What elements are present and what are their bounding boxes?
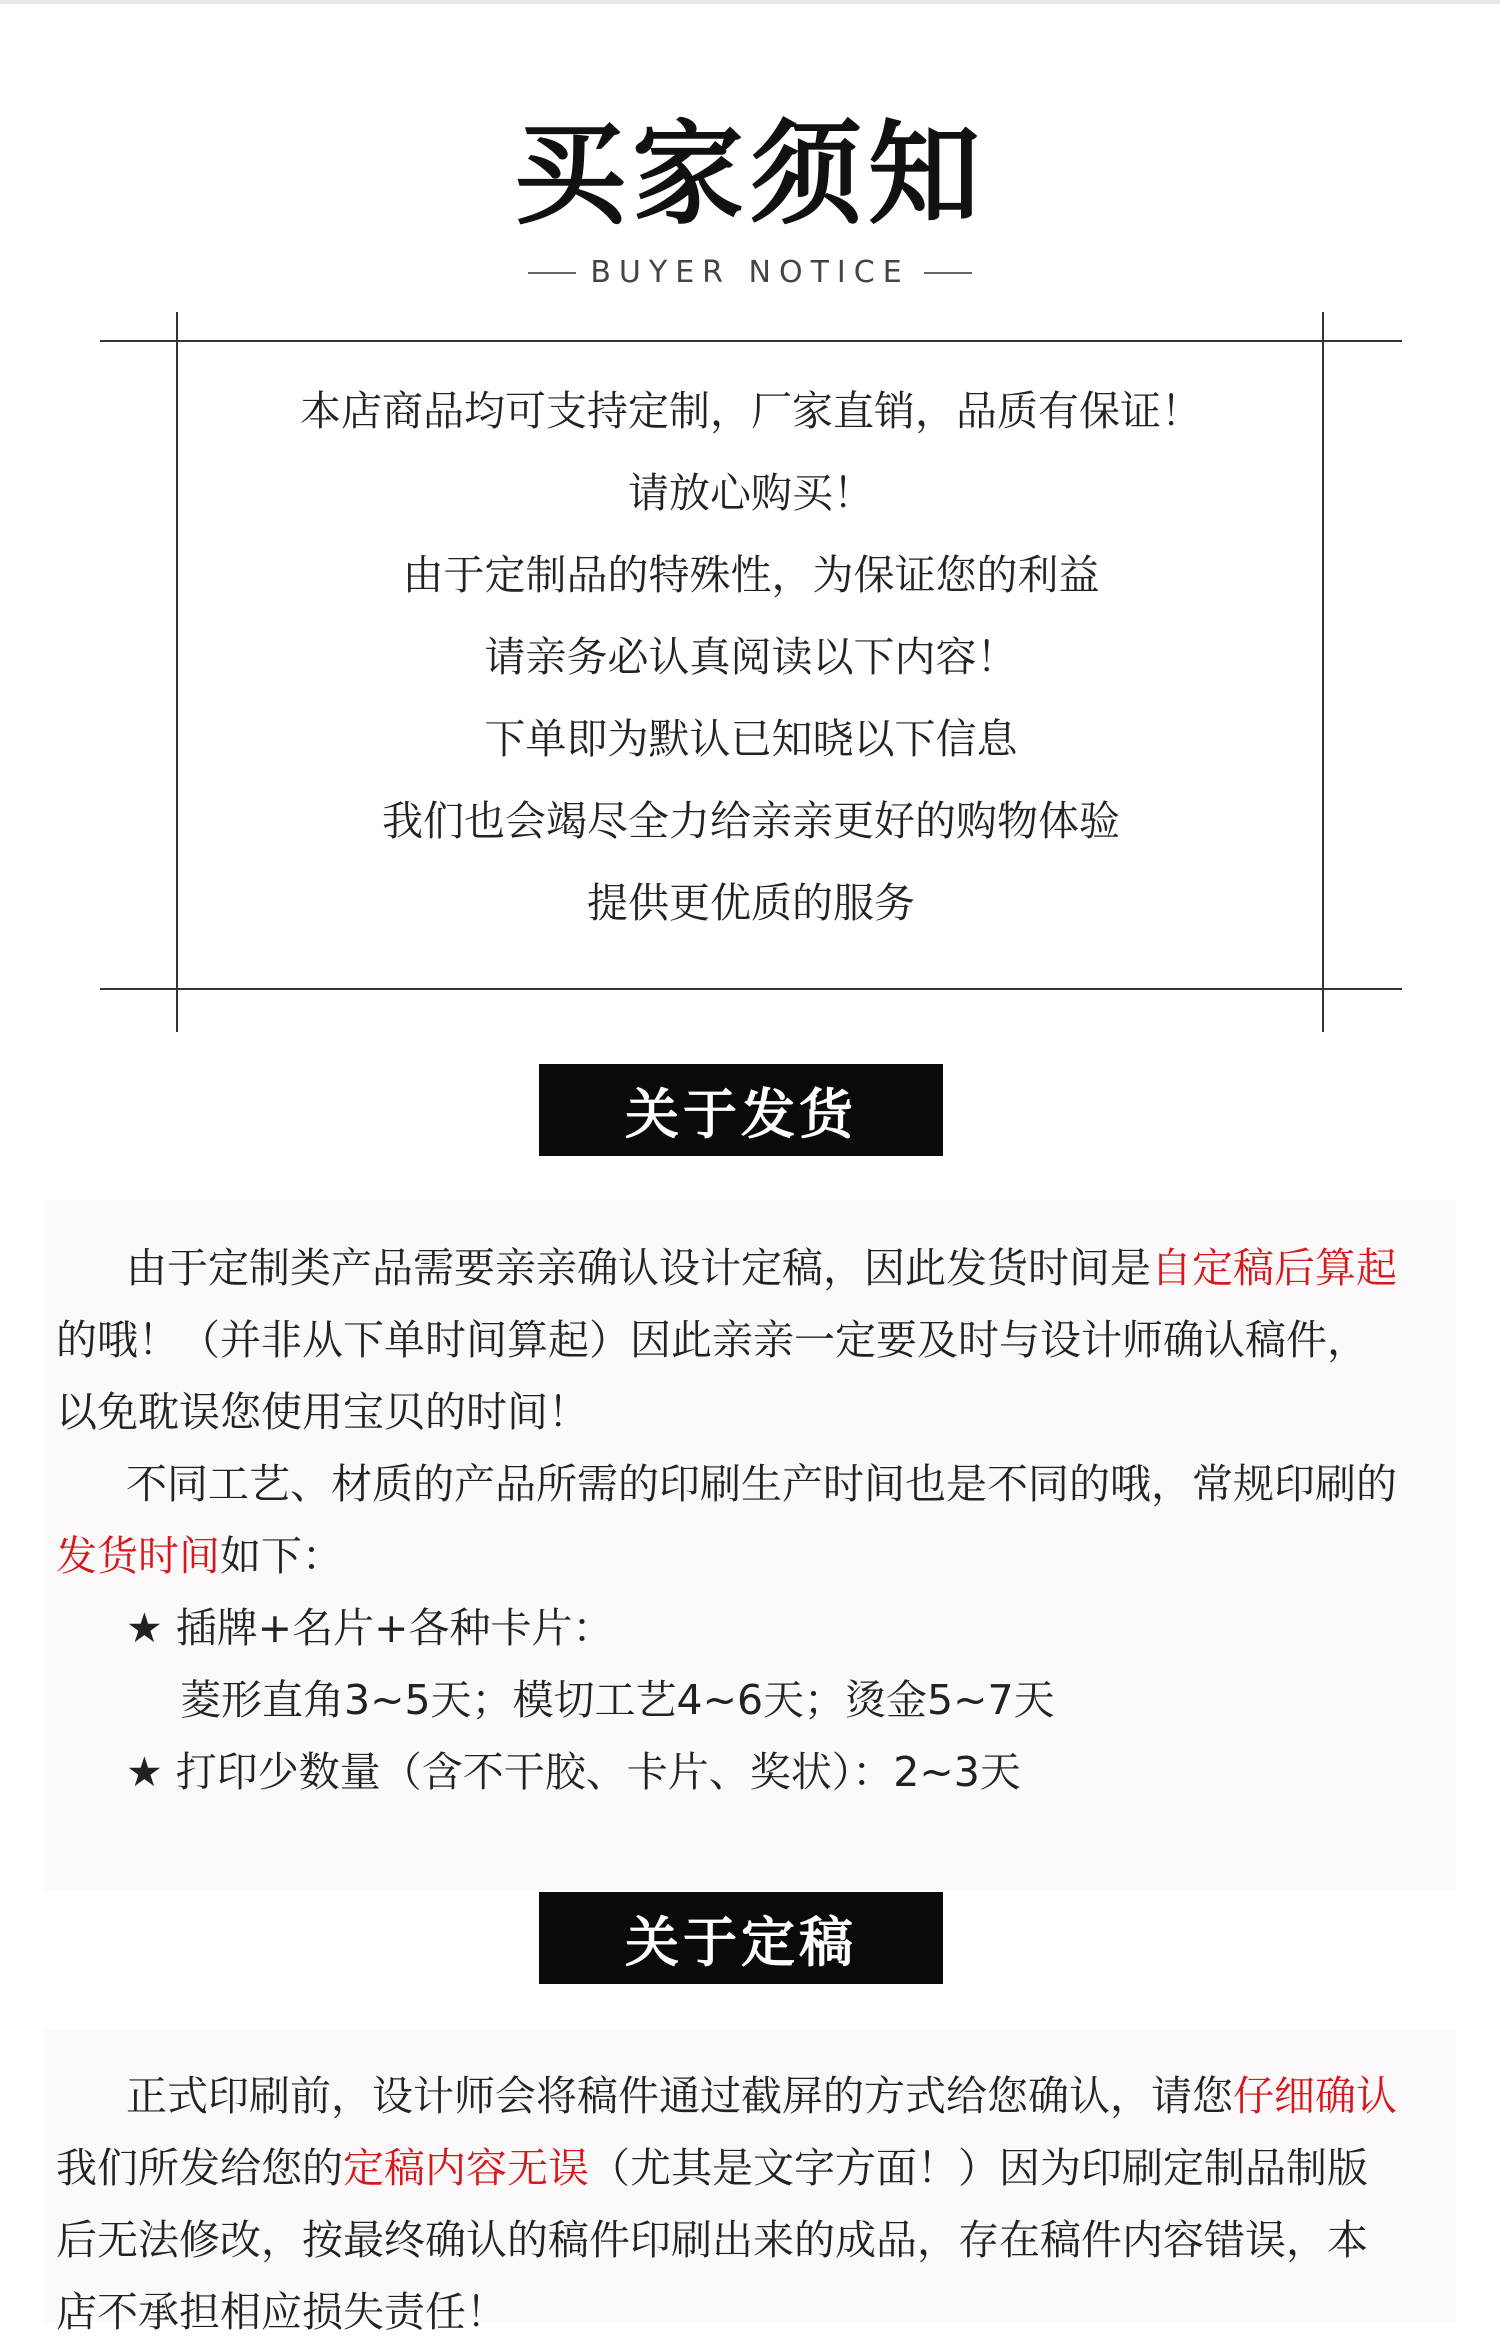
notice-line: 由于定制品的特殊性，为保证您的利益 — [402, 551, 1100, 599]
frame-top-line — [100, 340, 1402, 342]
draft-p1c-text: （尤其是文字方面！）因为印刷定制品制版 — [589, 2144, 1368, 2192]
shipping-p1-line3: 以免耽误您使用宝贝的时间！ — [56, 1388, 589, 1436]
subtitle-dash-right — [924, 272, 972, 274]
shipping-item-1-title: ★ 插牌+名片+各种卡片： — [126, 1604, 614, 1652]
shipping-p2-line2 — [56, 1520, 1446, 1592]
page-title-wrap — [0, 105, 1500, 245]
draft-section-label: 关于定稿 — [539, 1892, 943, 1984]
subtitle-row — [0, 255, 1500, 290]
frame-bottom-line — [100, 988, 1402, 990]
notice-line: 本店商品均可支持定制，厂家直销，品质有保证！ — [300, 387, 1202, 435]
shipping-p2-text: 如下： — [220, 1532, 343, 1580]
shipping-p1-highlight: 自定稿后算起 — [1151, 1244, 1397, 1292]
shipping-paragraph-1 — [56, 1232, 1446, 1808]
shipping-section-label: 关于发货 — [539, 1064, 943, 1156]
page-subtitle: BUYER NOTICE — [590, 255, 910, 290]
notice-line: 我们也会竭尽全力给亲亲更好的购物体验 — [382, 797, 1120, 845]
shipping-item-2-title: ★ 打印少数量（含不干胶、卡片、奖状）：2~3天 — [126, 1748, 1021, 1796]
notice-line: 请亲务必认真阅读以下内容！ — [484, 633, 1018, 681]
draft-line2 — [56, 2132, 1446, 2204]
notice-line: 请放心购买！ — [628, 469, 874, 517]
subtitle-dash-left — [528, 272, 576, 274]
shipping-item-1-detail: 菱形直角3~5天；模切工艺4~6天；烫金5~7天 — [180, 1676, 1055, 1724]
notice-line: 下单即为默认已知晓以下信息 — [484, 715, 1018, 763]
shipping-p2-line1: 不同工艺、材质的产品所需的印刷生产时间也是不同的哦，常规印刷的 — [126, 1460, 1397, 1508]
draft-highlight-1: 仔细确认 — [1233, 2072, 1397, 2120]
shipping-p2-highlight: 发货时间 — [56, 1532, 220, 1580]
draft-line4: 店不承担相应损失责任！ — [56, 2288, 507, 2336]
page-title: 买家须知 — [514, 110, 986, 240]
draft-p1-text: 正式印刷前，设计师会将稿件通过截屏的方式给您确认，请您 — [126, 2072, 1233, 2120]
draft-p1b-text: 我们所发给您的 — [56, 2144, 343, 2192]
notice-text — [176, 370, 1326, 944]
draft-highlight-2: 定稿内容无误 — [343, 2144, 589, 2192]
draft-paragraph — [56, 2060, 1446, 2348]
shipping-p1-line1 — [56, 1232, 1446, 1304]
draft-line1 — [56, 2060, 1446, 2132]
draft-line3: 后无法修改，按最终确认的稿件印刷出来的成品，存在稿件内容错误，本 — [56, 2216, 1368, 2264]
shipping-p1-line2: 的哦！（并非从下单时间算起）因此亲亲一定要及时与设计师确认稿件， — [56, 1316, 1368, 1364]
notice-line: 提供更优质的服务 — [587, 879, 915, 927]
top-divider — [0, 0, 1500, 4]
shipping-p1-text: 由于定制类产品需要亲亲确认设计定稿，因此发货时间是 — [126, 1244, 1151, 1292]
